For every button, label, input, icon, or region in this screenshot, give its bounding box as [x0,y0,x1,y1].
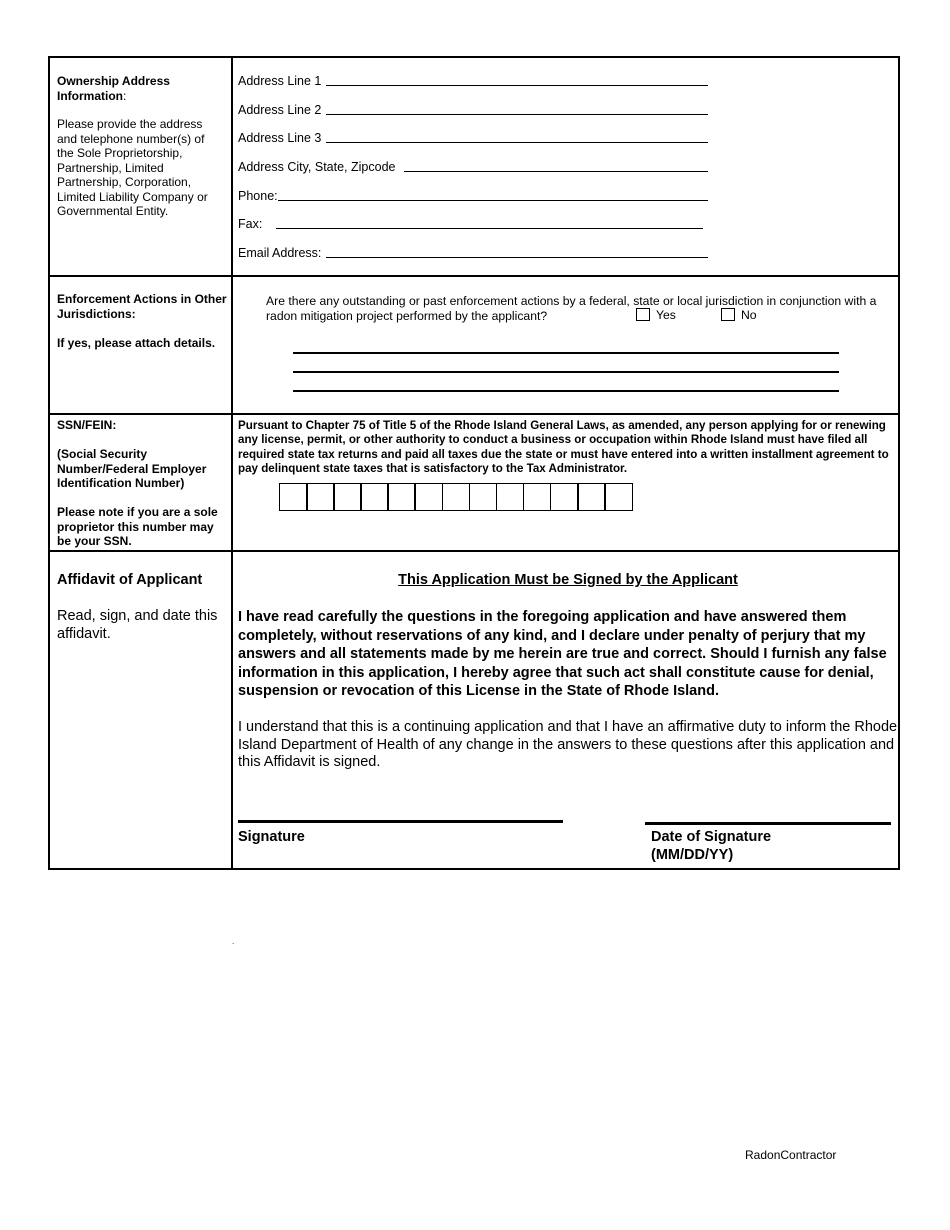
enforcement-note: If yes, please attach details. [57,336,216,350]
ssn-digit-box[interactable] [604,483,633,511]
phone-field[interactable]: Phone: [238,188,708,204]
ssn-digit-box[interactable] [442,483,471,511]
yes-label: Yes [656,308,676,322]
fax-field[interactable]: Fax: [238,216,708,232]
tax-statement: Pursuant to Chapter 75 of Title 5 of the Rhode Island General Laws, as amended, any person applying for or renewing any license, permit, or other authority to conduct a business or occupation within Rhode Island must have filed all required state tax returns and paid all taxes due the state or must have entered into a written installment agreement to pay delinquent state taxes that is satisfactory to the Tax Administrator. [238,419,889,476]
signature-line[interactable] [238,820,563,823]
ssn-digit-box[interactable] [333,483,362,511]
signature-label: Signature [238,829,305,845]
ssn-digit-box[interactable] [469,483,498,511]
row-divider [50,275,898,277]
ssn-digit-box[interactable] [550,483,579,511]
ssn-digit-box[interactable] [496,483,525,511]
yes-checkbox[interactable] [636,308,650,321]
details-line[interactable] [293,390,839,392]
ssn-subtitle: (Social Security Number/Federal Employer Identification Number) [57,447,207,490]
ssn-digit-box[interactable] [279,483,308,511]
footer-form-id: RadonContractor [745,1148,837,1162]
date-label-text: Date of Signature [651,829,772,845]
enforcement-title: Enforcement Actions in Other Jurisdictions: [57,292,227,321]
ownership-title-colon: : [123,88,127,103]
perjury-declaration: I have read carefully the questions in the foregoing application and have answered them completely, without reservations of any kind, and I declare under penalty of perjury that my answers and all statements made by me herein are true and correct. Should I furnish any false information in this application, I hereby agree that such act shall constitute cause for denial, suspension or revocation of this License in the State of Rhode Island. [238,609,887,699]
must-sign-heading: This Application Must be Signed by the Applicant [398,572,738,588]
ssn-digit-box[interactable] [306,483,335,511]
no-label: No [741,308,757,322]
affidavit-title: Affidavit of Applicant [57,572,203,588]
column-divider [231,58,233,868]
stray-dot: . [232,937,235,946]
enforcement-question: Are there any outstanding or past enforcement actions by a federal, state or local jurisdiction in conjunction with a radon mitigation project performed by the applicant? [266,294,877,323]
continuing-duty-statement: I understand that this is a continuing application and that I have an affirmative duty to inform the Rhode Island Department of Health of any change in the answers to these questions after this application and this Affidavit is signed. [238,719,898,770]
ssn-digit-box[interactable] [577,483,606,511]
address-line-2-field[interactable]: Address Line 2 [238,102,708,118]
ssn-digit-box[interactable] [360,483,389,511]
ssn-title: SSN/FEIN: [57,418,117,432]
ssn-digit-box[interactable] [387,483,416,511]
affidavit-subtitle: Read, sign, and date this affidavit. [57,608,218,642]
no-checkbox[interactable] [721,308,735,321]
date-label [651,828,771,864]
details-line[interactable] [293,352,839,354]
details-line[interactable] [293,371,839,373]
address-line-1-field[interactable]: Address Line 1 [238,73,708,89]
row-divider [50,550,898,552]
application-form [48,56,900,870]
ssn-digit-box[interactable] [414,483,443,511]
ownership-label [57,74,227,103]
email-field[interactable]: Email Address: [238,245,708,261]
ownership-description: Please provide the address and telephone number(s) of the Sole Proprietorship, Partnership, Limited Partnership, Corporation, Limited Liability Company or Governmental Entity. [57,117,208,218]
address-city-state-zip-field[interactable]: Address City, State, Zipcode [238,159,708,175]
ssn-digit-box[interactable] [523,483,552,511]
date-line[interactable] [645,822,891,825]
ssn-digit-boxes [279,483,631,511]
ownership-title: Ownership Address Information [57,74,170,103]
address-line-3-field[interactable]: Address Line 3 [238,130,708,146]
row-divider [50,413,898,415]
ssn-note: Please note if you are a sole proprietor this number may be your SSN. [57,505,218,548]
date-format: (MM/DD/YY) [651,847,734,863]
